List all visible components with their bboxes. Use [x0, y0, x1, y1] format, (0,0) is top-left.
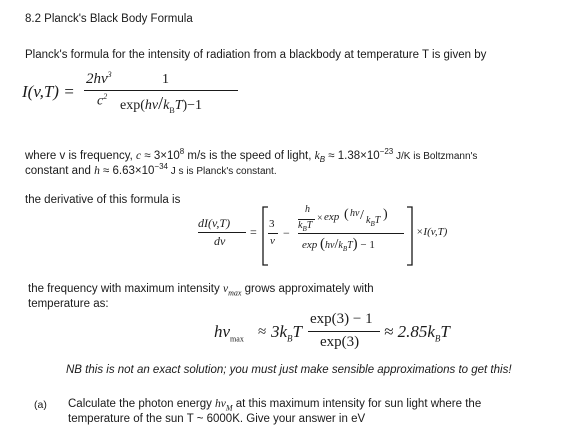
equals-sign: = — [250, 225, 257, 239]
max-approx: ≈ — [258, 324, 267, 340]
left-bracket — [261, 206, 269, 266]
planck-num2: 1 — [162, 72, 169, 87]
derivative-equation: dI(v,T) dv = 3 v − h $k_BT$ × exp ( hv / $k_BT$ ) $\exp (hv/k_BT) - 1$ ×I(v,T) — [198, 206, 468, 268]
constants-line2: constant and $h \approx 6.63\times 10^{-34}$ J s is Planck's constant. — [25, 162, 277, 177]
max-text-line2: temperature as: — [28, 298, 109, 310]
fraction-bar — [118, 90, 238, 91]
fraction-bar — [308, 331, 380, 332]
planck-lhs: I(v,T) = — [22, 82, 75, 101]
nb-note: NB this is not an exact solution; you must just make sensible approximations to get this! — [66, 364, 512, 376]
max-lhs: $hv_{max}$ — [214, 322, 244, 344]
constants-line1: where v is frequency, $c \approx 3\times 10^8$ m/s is the speed of light, $k_B \approx 1.38\times 10^{-23}$ J/K is Boltzmann's — [25, 147, 478, 165]
planck-den2: $\exp(hv/k_BT)-1$ — [120, 93, 203, 115]
fraction-bar — [298, 233, 404, 234]
max-result: ≈ $2.85k_BT$ — [384, 322, 450, 344]
deriv-lhs-den: dv — [214, 234, 226, 248]
deriv-lhs-num: dI(v,T) — [198, 216, 231, 230]
question-line2: temperature of the sun T ~ 6000K. Give your answer in eV — [68, 413, 366, 425]
section-title: 8.2 Planck's Black Body Formula — [25, 13, 193, 25]
deriv-rhs: ×I(v,T) — [416, 226, 448, 238]
derivative-intro: the derivative of this formula is — [25, 194, 181, 206]
question-line1: Calculate the photon energy $hv_M$ at this maximum intensity for sun light where the — [68, 398, 482, 413]
fraction-bar — [198, 232, 246, 233]
max-text-line1: the frequency with maximum intensity $v_{max}$ grows approximately with — [28, 283, 374, 298]
right-bracket — [406, 206, 414, 266]
deriv-frac1-den: v — [270, 235, 275, 247]
fraction-bar — [268, 233, 278, 234]
max-equation — [214, 310, 484, 360]
deriv-frac1-num: 3 — [269, 218, 275, 230]
max-frac-num: exp(3) − 1 — [310, 311, 373, 327]
max-coef: $3k_BT$ — [271, 322, 303, 344]
question-label: (a) — [34, 399, 47, 411]
planck-equation — [22, 66, 252, 124]
deriv-frac2-den: $\exp (hv/k_BT) - 1$ — [302, 236, 375, 253]
max-frac-den: exp(3) — [320, 334, 360, 350]
minus-sign: − — [283, 226, 290, 240]
planck-den1: $c^2$ — [97, 92, 108, 109]
planck-num1: $2hv^3$ — [86, 70, 112, 87]
intro-text: Planck's formula for the intensity of radiation from a blackbody at temperature T is given by — [25, 49, 487, 61]
